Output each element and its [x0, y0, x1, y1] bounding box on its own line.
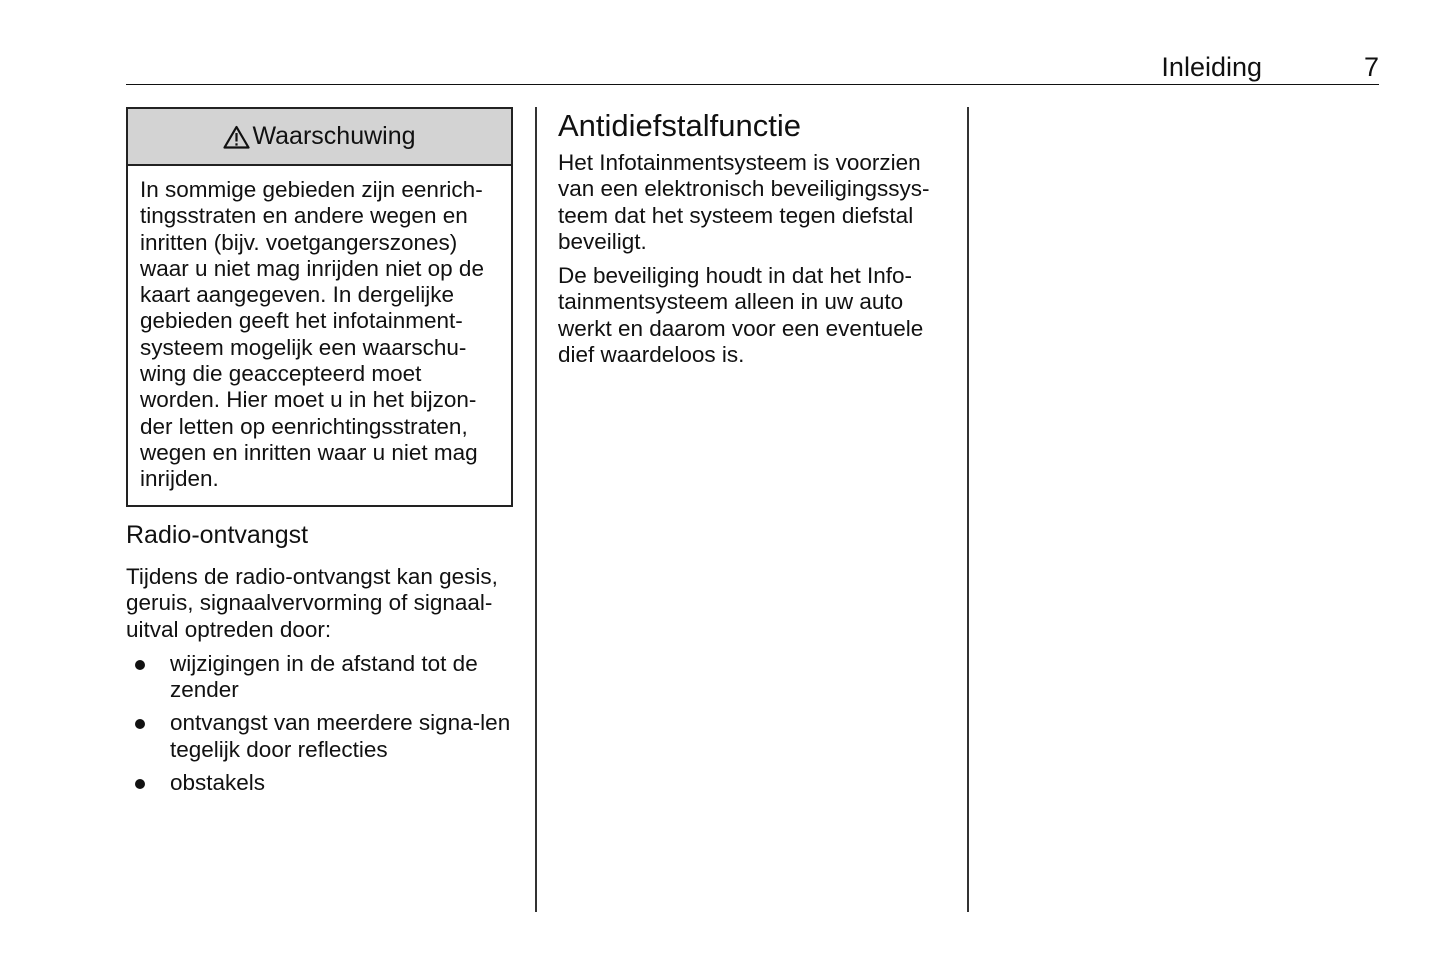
- radio-bullet-list: [126, 651, 518, 796]
- list-item: [126, 710, 518, 763]
- column-divider-left: [535, 107, 537, 912]
- list-item-text: wijzigingen in de afstand tot de zender: [170, 650, 478, 703]
- list-item: [126, 651, 518, 704]
- warning-text: In sommige gebieden zijn eenrich-tingsstraten en andere wegen en inritten (bijv. voetgangerszones) waar u niet mag inrijden niet op de kaart aangegeven. In dergelijke gebieden geeft het infotainment-systeem mogelijk een waarschu-wing die geaccepteerd moet worden. Hier moet u in het bijzon-der letten op eenrichtingsstraten, wegen en inritten waar u niet mag inrijden.: [140, 177, 484, 492]
- bullet-icon: [135, 719, 145, 729]
- header-rule: [126, 84, 1379, 85]
- radio-section: [126, 520, 518, 803]
- radio-heading: Radio-ontvangst: [126, 521, 309, 549]
- list-item: [126, 770, 518, 796]
- bullet-icon: [135, 779, 145, 789]
- warning-title: Waarschuwing: [252, 122, 416, 150]
- warning-header: [128, 109, 511, 166]
- antitheft-paragraph-1: Het Infotainmentsysteem is voorzien van een elektronisch beveiligingssys-teem dat het systeem tegen diefstal beveiligt.: [558, 150, 930, 254]
- warning-box: [126, 107, 513, 507]
- column-divider-right: [967, 107, 969, 912]
- antitheft-paragraph-2: De beveiliging houdt in dat het Info-tainmentsysteem alleen in uw auto werkt en daarom voor een eventuele dief waardeloos is.: [558, 263, 924, 368]
- warning-triangle-icon: [223, 125, 250, 149]
- list-item-text: obstakels: [170, 770, 266, 796]
- section-title: Inleiding: [1161, 52, 1262, 82]
- radio-intro: Tijdens de radio-ontvangst kan gesis, geruis, signaalvervorming of signaal-uitval optreden door:: [126, 564, 498, 642]
- page-number: 7: [1363, 52, 1379, 82]
- list-item-text: ontvangst van meerdere signa-len tegelijk door reflecties: [170, 710, 511, 762]
- antitheft-heading: Antidiefstalfunctie: [558, 108, 801, 143]
- antitheft-section: [558, 108, 950, 368]
- bullet-icon: [135, 660, 145, 670]
